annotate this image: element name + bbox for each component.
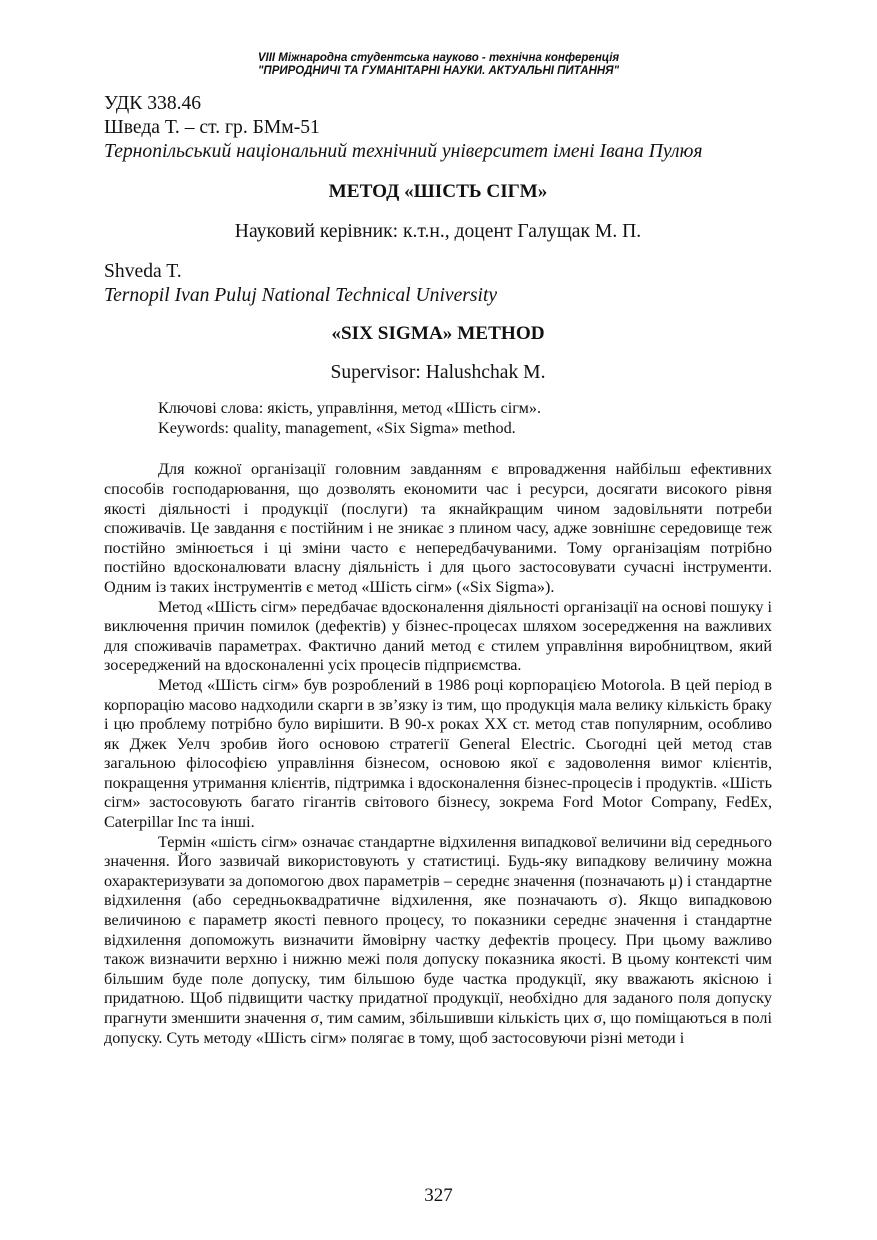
conference-header-line2: "ПРИРОДНИЧІ ТА ГУМАНІТАРНІ НАУКИ. АКТУАЛЬНІ ПИТАННЯ" [257,65,620,77]
conference-header-line1: VIII Міжнародна студентська науково - технічна конференція [257,52,620,64]
author-ua: Шведа Т. – ст. гр. БМм-51 [104,117,320,138]
author-en: Shveda T. [104,260,182,282]
affiliation-ua: Тернопільський національний технічний університет імені Івана Пулюя [104,141,703,162]
paragraph-3: Метод «Шість сігм» був розроблений в 1986 році корпорацією Motorola. В цей період в корпорацію масово надходили скарги в зв’язку із тим, що продукція мала велику кількість браку і цю проблему потрібно було вирішити. В 90-х роках XX ст. метод став популярним, особливо як Джек Уелч зробив його основою стратегії General Electric. Сьогодні цей метод став загальною філософією управління бізнесом, основою якої є задоволення вимог клієнтів, покращення утримання клієнтів, підтримка і вдосконалення бізнес-процесів і продуктів. «Шість сігм» застосовують багато гігантів світового бізнесу, зокрема Ford Motor Company, FedEx, Caterpillar Inc та інші. [104,675,772,832]
paragraph-1: Для кожної організації головним завданням є впровадження найбільш ефективних способів господарювання, що дозволять економити час і ресурси, досягати високого рівня якості діяльності і продукції (послуги) та якнайкращим чином задовільняти потреби споживачів. Це завдання є постійним і не зникає з плином часу, адже зовнішнє середовище теж постійно змінюється і ці зміни часто є непередбачуваними. Тому організаціям потрібно постійно вдосконалювати власну діяльність і для цього застосовувати сучасні інструменти. Одним із таких інструментів є метод «Шість сігм» («Six Sigma»). [104,460,772,596]
conference-header [0,52,877,78]
supervisor-ua: Науковий керівник: к.т.н., доцент Галущак М. П. [234,220,642,242]
keywords-en: Keywords: quality, management, «Six Sigma» method. [158,418,516,437]
keywords-ua: Ключові слова: якість, управління, метод «Шість сігм». [158,399,542,418]
title-en: «SIX SIGMA» METHOD [331,322,545,344]
paper-content [104,92,772,1048]
udc-code: УДК 338.46 [104,93,202,114]
affiliation-en: Ternopil Ivan Puluj National Technical University [104,284,498,306]
title-ua: МЕТОД «ШІСТЬ СІГМ» [328,181,548,202]
paragraph-2: Метод «Шість сігм» передбачає вдосконалення діяльності організації на основі пошуку і виключення причин помилок (дефектів) у бізнес-процесах шляхом зосередження на важливих для споживачів параметрах. Фактично даний метод є стилем управління виробництвом, який зосереджений на вдосконаленні усіх процесів підприємства. [104,597,773,675]
paragraph-4: Термін «шість сігм» означає стандартне відхилення випадкової величини від середнього значення. Його зазвичай використовують у статистиці. Будь-яку випадкову величину можна охарактеризувати за допомогою двох параметрів – середнє значення (позначають μ) і стандартне відхилення (або середньоквадратичне відхилення, яке позначають σ). Якщо випадковою величиною є параметр якості певного процесу, то показники середнє значення і стандартне відхилення допоможуть визначити ймовірну частку дефектів процесу. При цьому важливо також визначити верхню і нижню межі поля допуску показника якості. В цьому контексті чим більшим буде поле допуску, тим більшою буде частка продукції, яку вважають якісною і придатною. Щоб підвищити частку придатної продукції, необхідно для заданого поля допуску прагнути зменшити значення σ, тим самим, збільшивши кількість цих σ, що поміщаються в полі допуску. Суть методу «Шість сігм» полягає в тому, щоб застосовуючи різні методи і [104,832,772,1047]
supervisor-en: Supervisor: Halushchak M. [330,362,546,384]
keywords-block [104,399,772,438]
page-number: 327 [424,1185,453,1206]
